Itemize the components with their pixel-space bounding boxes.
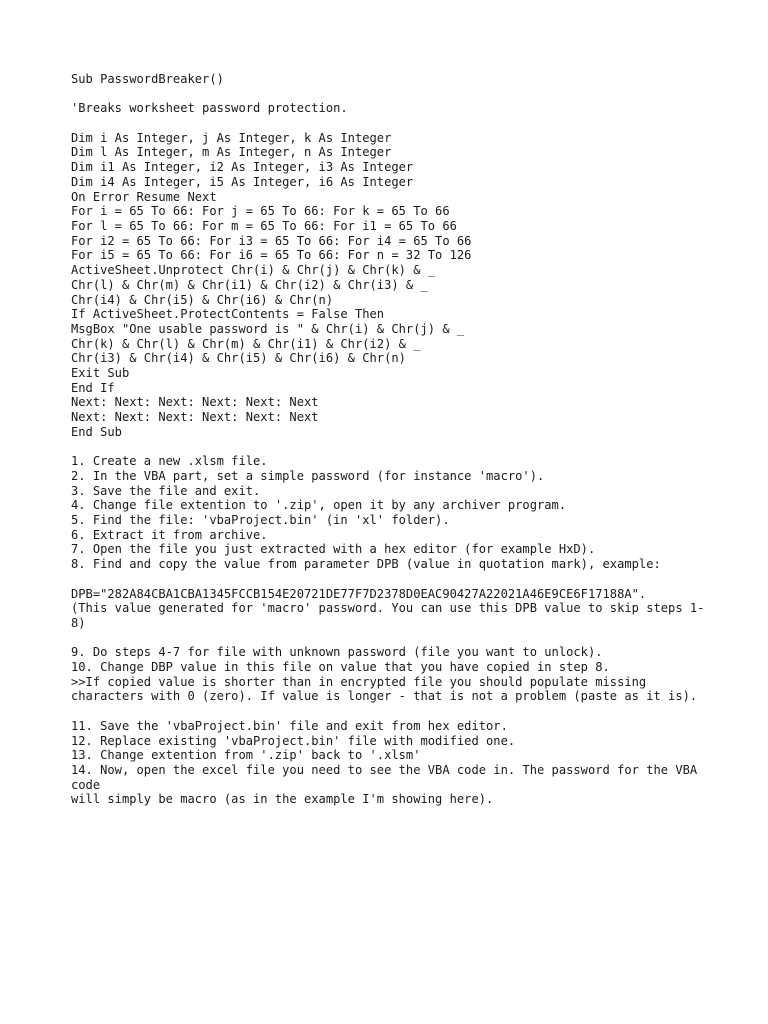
step-item: 3. Save the file and exit. bbox=[71, 483, 261, 498]
code-line: End If bbox=[71, 380, 115, 395]
code-line: For l = 65 To 66: For m = 65 To 66: For i1 = 65 To 66 bbox=[71, 219, 457, 233]
spacer bbox=[71, 572, 711, 587]
step-item: 4. Change file extention to '.zip', open it by any archiver program. bbox=[71, 498, 567, 513]
code-line: Next: Next: Next: Next: Next: Next bbox=[71, 395, 319, 410]
dpb-example bbox=[71, 587, 711, 631]
step-item: 7. Open the file you just extracted with a hex editor (for example HxD). bbox=[71, 542, 596, 557]
step-item: 8. Find and copy the value from parameter DPB (value in quotation mark), example: bbox=[71, 557, 661, 572]
code-line bbox=[71, 116, 711, 131]
dpb-value: DPB="282A84CBA1CBA1345FCCB154E20721DE77F7D2378D0EAC90427A22021A46E9CE6F17188A". bbox=[71, 586, 647, 601]
code-line: MsgBox "One usable password is " & Chr(i) & Chr(j) & _ bbox=[71, 321, 465, 336]
step-item: 13. Change extention from '.zip' back to '.xlsm' bbox=[71, 748, 421, 763]
steps-list-1 bbox=[71, 454, 711, 572]
code-line bbox=[71, 87, 711, 102]
step-item: 10. Change DBP value in this file on value that you have copied in step 8. bbox=[71, 660, 610, 675]
step-item: 12. Replace existing 'vbaProject.bin' file with modified one. bbox=[71, 733, 516, 748]
code-line: Dim i As Integer, j As Integer, k As Integer bbox=[71, 130, 392, 145]
code-line: For i2 = 65 To 66: For i3 = 65 To 66: For i4 = 65 To 66 bbox=[71, 233, 472, 248]
steps-list-2 bbox=[71, 645, 711, 704]
step-note: >>If copied value is shorter than in encrypted file you should populate missing characters with 0 (zero). If value is longer - that is not a problem (paste as it is). bbox=[71, 674, 698, 704]
spacer bbox=[71, 440, 711, 455]
code-line: Next: Next: Next: Next: Next: Next bbox=[71, 410, 319, 425]
code-line: Chr(i4) & Chr(i5) & Chr(i6) & Chr(n) bbox=[71, 292, 334, 307]
code-line: ActiveSheet.Unprotect Chr(i) & Chr(j) & Chr(k) & _ bbox=[71, 263, 436, 278]
code-line: Dim l As Integer, m As Integer, n As Integer bbox=[71, 145, 392, 160]
step-item: 11. Save the 'vbaProject.bin' file and exit from hex editor. bbox=[71, 718, 508, 733]
code-line: Dim i4 As Integer, i5 As Integer, i6 As Integer bbox=[71, 174, 414, 189]
code-line: Exit Sub bbox=[71, 366, 130, 381]
step-item: 1. Create a new .xlsm file. bbox=[71, 454, 268, 469]
code-line: On Error Resume Next bbox=[71, 189, 217, 204]
code-line: Dim i1 As Integer, i2 As Integer, i3 As Integer bbox=[71, 160, 414, 175]
code-line: End Sub bbox=[71, 424, 122, 439]
document-page bbox=[71, 72, 711, 807]
code-line: Sub PasswordBreaker() bbox=[71, 72, 224, 86]
step-item: 2. In the VBA part, set a simple password (for instance 'macro'). bbox=[71, 468, 545, 483]
step-item: 5. Find the file: 'vbaProject.bin' (in 'xl' folder). bbox=[71, 513, 450, 528]
steps-list-3 bbox=[71, 719, 711, 807]
spacer bbox=[71, 704, 711, 719]
code-line: Chr(l) & Chr(m) & Chr(i1) & Chr(i2) & Chr(i3) & _ bbox=[71, 277, 428, 292]
step-item: 9. Do steps 4-7 for file with unknown password (file you want to unlock). bbox=[71, 645, 603, 660]
code-comment: 'Breaks worksheet password protection. bbox=[71, 101, 348, 116]
code-line: If ActiveSheet.ProtectContents = False Then bbox=[71, 307, 385, 322]
code-line: For i5 = 65 To 66: For i6 = 65 To 66: For n = 32 To 126 bbox=[71, 248, 472, 263]
step-item: 14. Now, open the excel file you need to see the VBA code in. The password for the VBA code bbox=[71, 762, 705, 792]
step-item-continuation: will simply be macro (as in the example I'm showing here). bbox=[71, 792, 494, 807]
vba-code-block bbox=[71, 72, 711, 440]
code-line: Chr(k) & Chr(l) & Chr(m) & Chr(i1) & Chr(i2) & _ bbox=[71, 336, 421, 351]
code-line: Chr(i3) & Chr(i4) & Chr(i5) & Chr(i6) & Chr(n) bbox=[71, 351, 406, 366]
step-item: 6. Extract it from archive. bbox=[71, 527, 268, 542]
code-line: For i = 65 To 66: For j = 65 To 66: For k = 65 To 66 bbox=[71, 204, 450, 219]
spacer bbox=[71, 631, 711, 646]
dpb-note: (This value generated for 'macro' password. You can use this DPB value to skip steps 1-8) bbox=[71, 601, 705, 630]
